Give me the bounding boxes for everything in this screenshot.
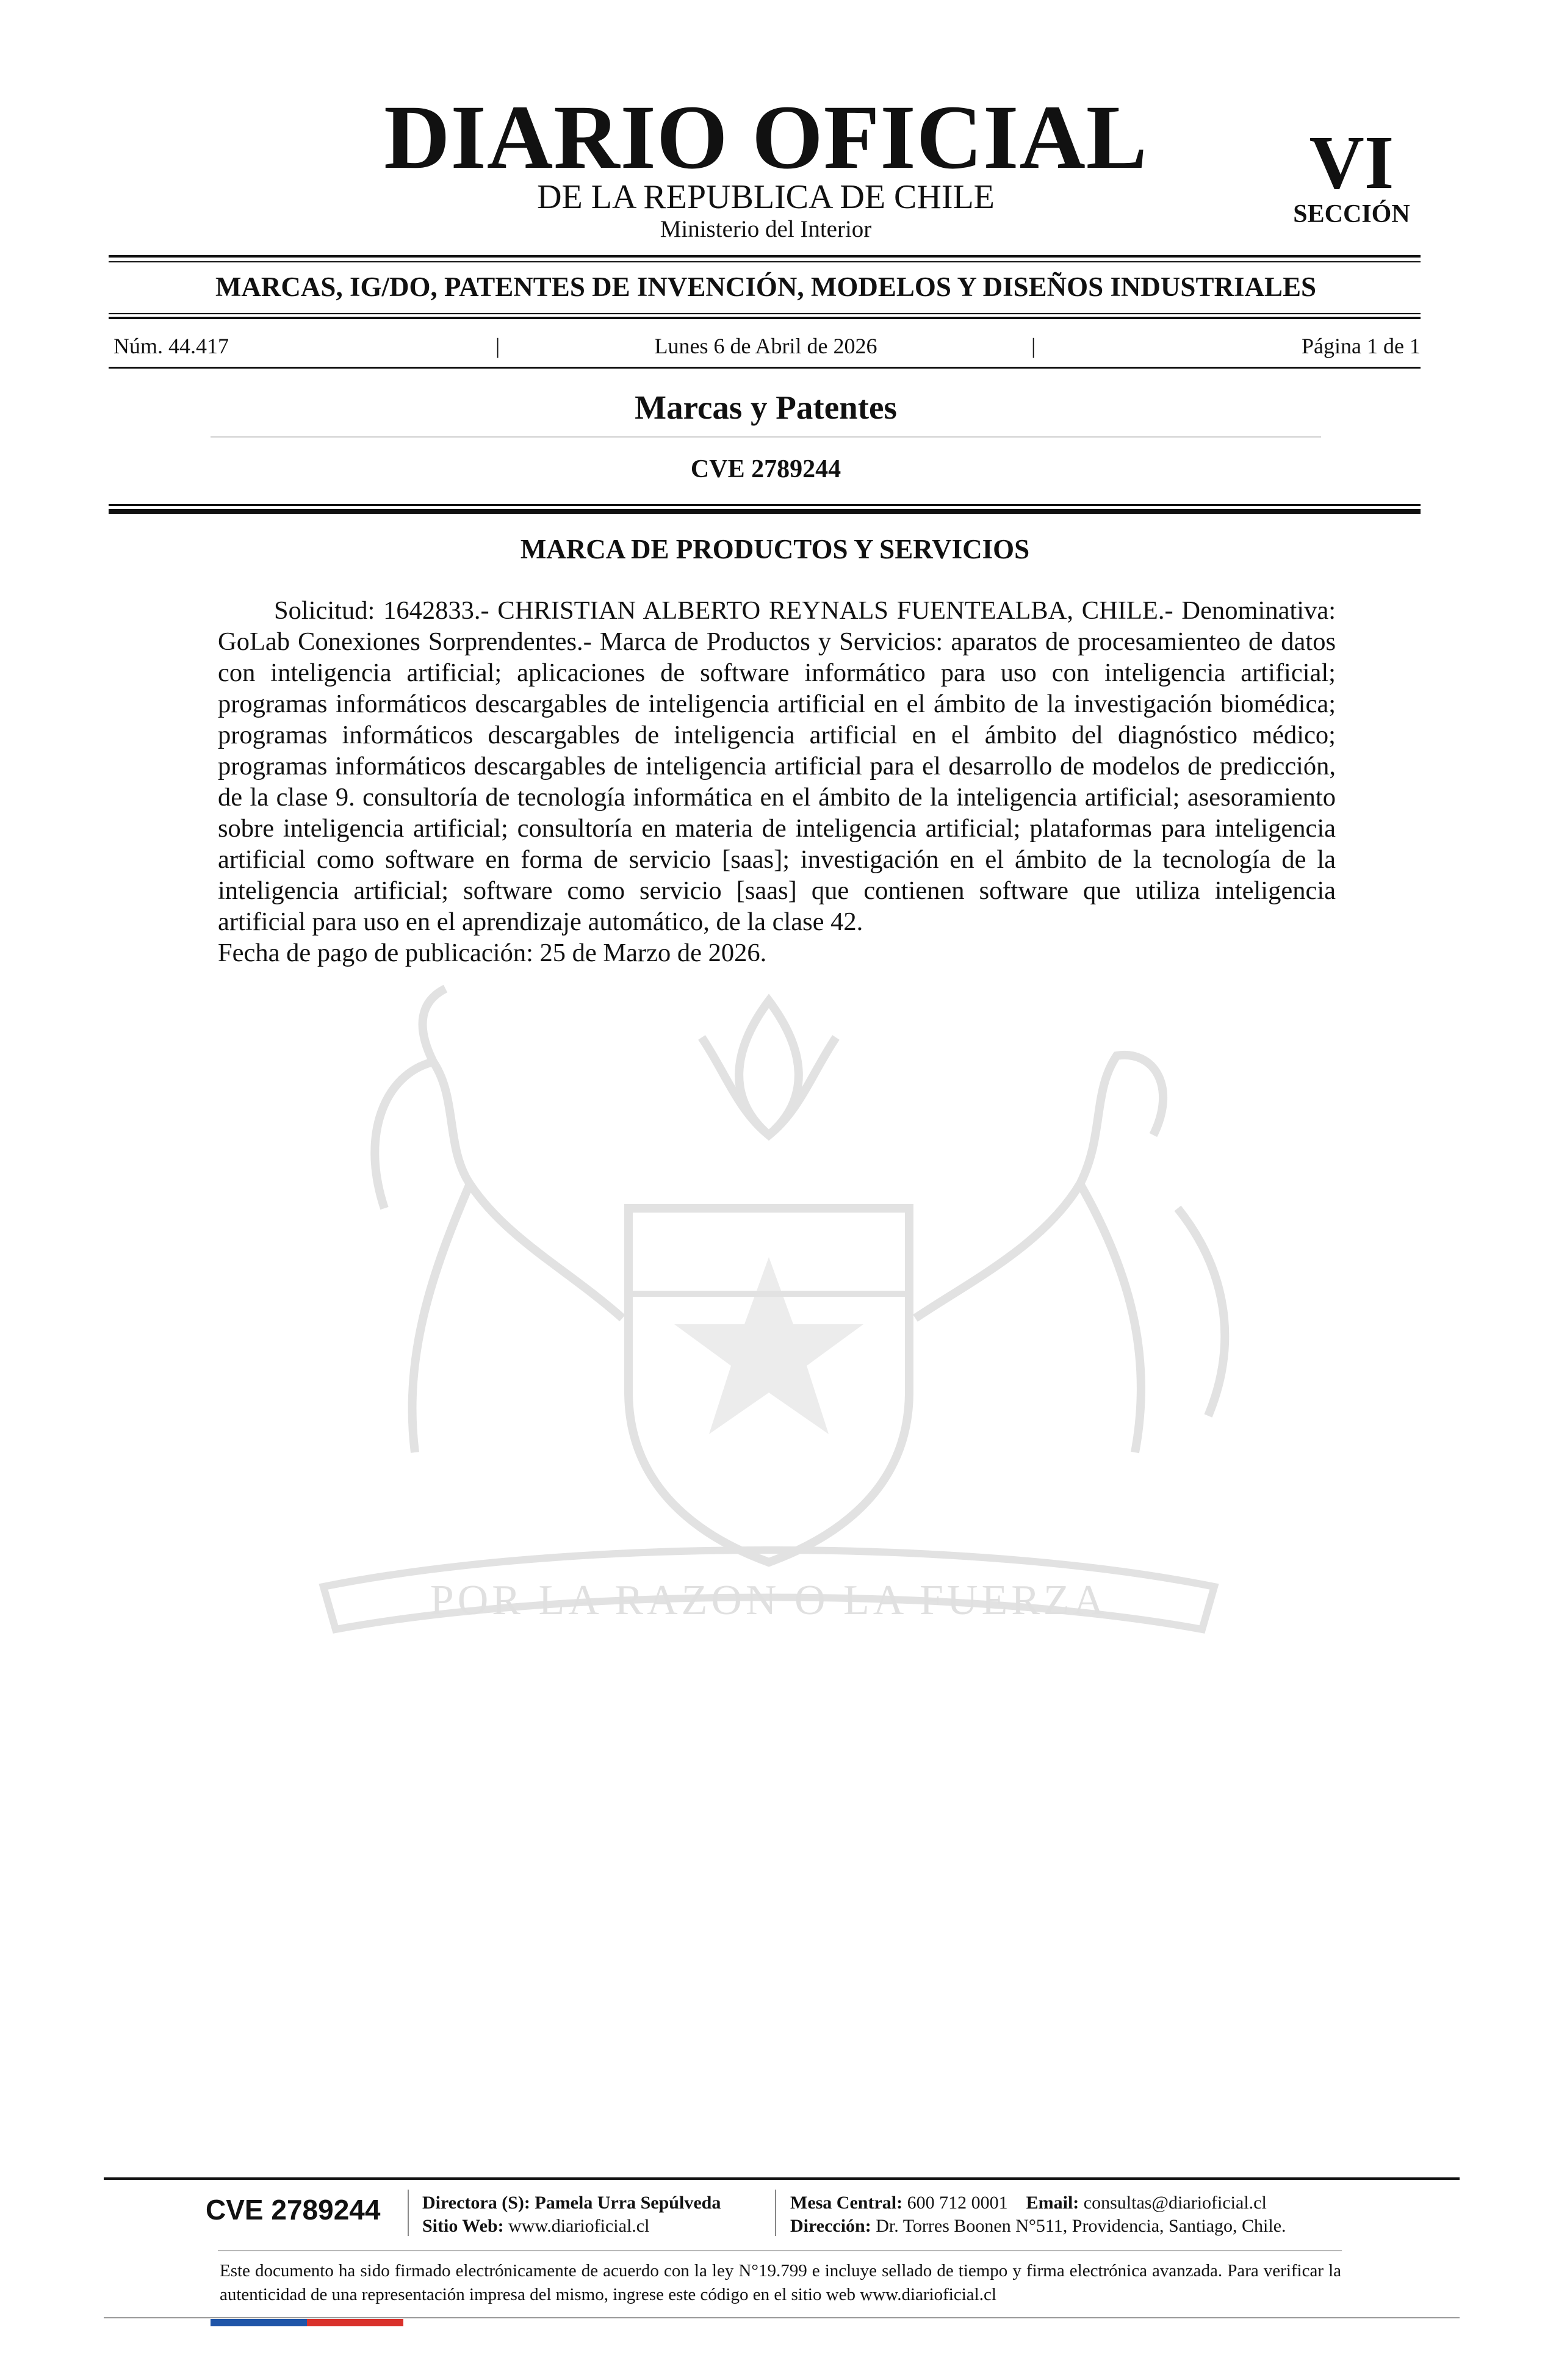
section-rule-thick bbox=[109, 317, 1421, 319]
issue-number: Núm. 44.417 bbox=[113, 334, 229, 358]
footer-email-label: Email: bbox=[1026, 2193, 1079, 2213]
issue-page: Página 1 de 1 bbox=[1302, 334, 1421, 358]
section-heading: MARCAS, IG/DO, PATENTES DE INVENCIÓN, MODELOS Y DISEÑOS INDUSTRIALES bbox=[215, 272, 1317, 302]
publication-title-underline bbox=[211, 436, 1321, 438]
footer-email-link[interactable]: consultas@diarioficial.cl bbox=[1083, 2193, 1267, 2213]
footer-director bbox=[422, 2194, 721, 2212]
footer-website-label: Sitio Web: bbox=[422, 2216, 504, 2236]
footer-separator bbox=[218, 2250, 1342, 2251]
issue-separator: | bbox=[495, 334, 500, 358]
notice-title: MARCA DE PRODUCTOS Y SERVICIOS bbox=[520, 534, 1030, 564]
footer-cve: CVE 2789244 bbox=[206, 2194, 381, 2226]
footer-divider bbox=[408, 2190, 409, 2236]
issue-separator: | bbox=[1031, 334, 1036, 358]
footer-director-label: Directora (S): Pamela Urra Sepúlveda bbox=[422, 2193, 721, 2213]
flag-stripe-red bbox=[307, 2319, 403, 2326]
masthead-ministry: Ministerio del Interior bbox=[660, 216, 872, 242]
footer-contact bbox=[790, 2194, 1267, 2212]
footer-phone-label: Mesa Central: bbox=[790, 2193, 903, 2213]
masthead-subtitle: DE LA REPUBLICA DE CHILE bbox=[537, 178, 995, 216]
footer-disclaimer: Este documento ha sido firmado electrónicamente de acuerdo con la ley N°19.799 e incluye sellado de tiempo y firma electrónica avanzada. Para verificar la autenticidad de una representación impresa del mismo, ingrese este código en el sitio web www.diarioficial.cl bbox=[220, 2261, 1341, 2304]
footer-website bbox=[422, 2217, 649, 2235]
cve-rule-thick bbox=[109, 509, 1421, 514]
issue-date: Lunes 6 de Abril de 2026 bbox=[654, 334, 877, 358]
footer-divider bbox=[775, 2190, 776, 2236]
footer-website-link[interactable]: www.diarioficial.cl bbox=[508, 2216, 650, 2236]
coat-of-arms-watermark bbox=[201, 952, 1336, 1660]
footer-phone-value: 600 712 0001 bbox=[907, 2193, 1008, 2213]
section-number: VI bbox=[1309, 121, 1394, 205]
section-rule-thin bbox=[109, 313, 1421, 314]
notice-paragraph: Solicitud: 1642833.- CHRISTIAN ALBERTO REYNALS FUENTEALBA, CHILE.- Denominativa: GoLab Conexiones Sorprendentes.- Marca de Productos y Servicios: aparatos de procesamienteo de datos con inteligencia artificial; aplicaciones de software informático para uso con inteligencia artificial; programas informáticos descargables de inteligencia artificial en el ámbito de la investigación biomédica; programas informáticos descargables de inteligencia artificial en el ámbito del diagnóstico médico; programas informáticos descargables de inteligencia artificial para el desarrollo de modelos de predicción, de la clase 9. consultoría de tecnología informática en el ámbito de la inteligencia artificial; asesoramiento sobre inteligencia artificial; consultoría en materia de inteligencia artificial; plataformas para inteligencia artificial como software en forma de servicio [saas]; investigación en el ámbito de la tecnología de la inteligencia artificial; software como servicio [saas] que contienen software que utiliza inteligencia artificial para uso en el aprendizaje automático, de la clase 42. bbox=[218, 596, 1336, 936]
footer-address-value: Dr. Torres Boonen N°511, Providencia, Santiago, Chile. bbox=[876, 2216, 1286, 2236]
footer-address bbox=[790, 2217, 1286, 2235]
footer-rule bbox=[104, 2177, 1460, 2180]
cve-code: CVE 2789244 bbox=[690, 455, 841, 483]
notice-body bbox=[218, 595, 1336, 968]
flag-stripe-blue bbox=[211, 2319, 307, 2326]
cve-rule-thin bbox=[109, 504, 1421, 506]
notice-payment-date: Fecha de pago de publicación: 25 de Marzo de 2026. bbox=[218, 939, 767, 967]
publication-title: Marcas y Patentes bbox=[635, 389, 897, 426]
footer-address-label: Dirección: bbox=[790, 2216, 871, 2236]
metadata-rule bbox=[109, 367, 1421, 369]
watermark-motto: POR LA RAZON O LA FUERZA bbox=[430, 1577, 1108, 1624]
footer-bottom-rule bbox=[104, 2317, 1460, 2318]
section-label: SECCIÓN bbox=[1293, 200, 1410, 228]
masthead-rule-thin bbox=[109, 261, 1421, 262]
masthead-rule-thick bbox=[109, 255, 1421, 258]
masthead-title: DIARIO OFICIAL bbox=[384, 87, 1148, 188]
